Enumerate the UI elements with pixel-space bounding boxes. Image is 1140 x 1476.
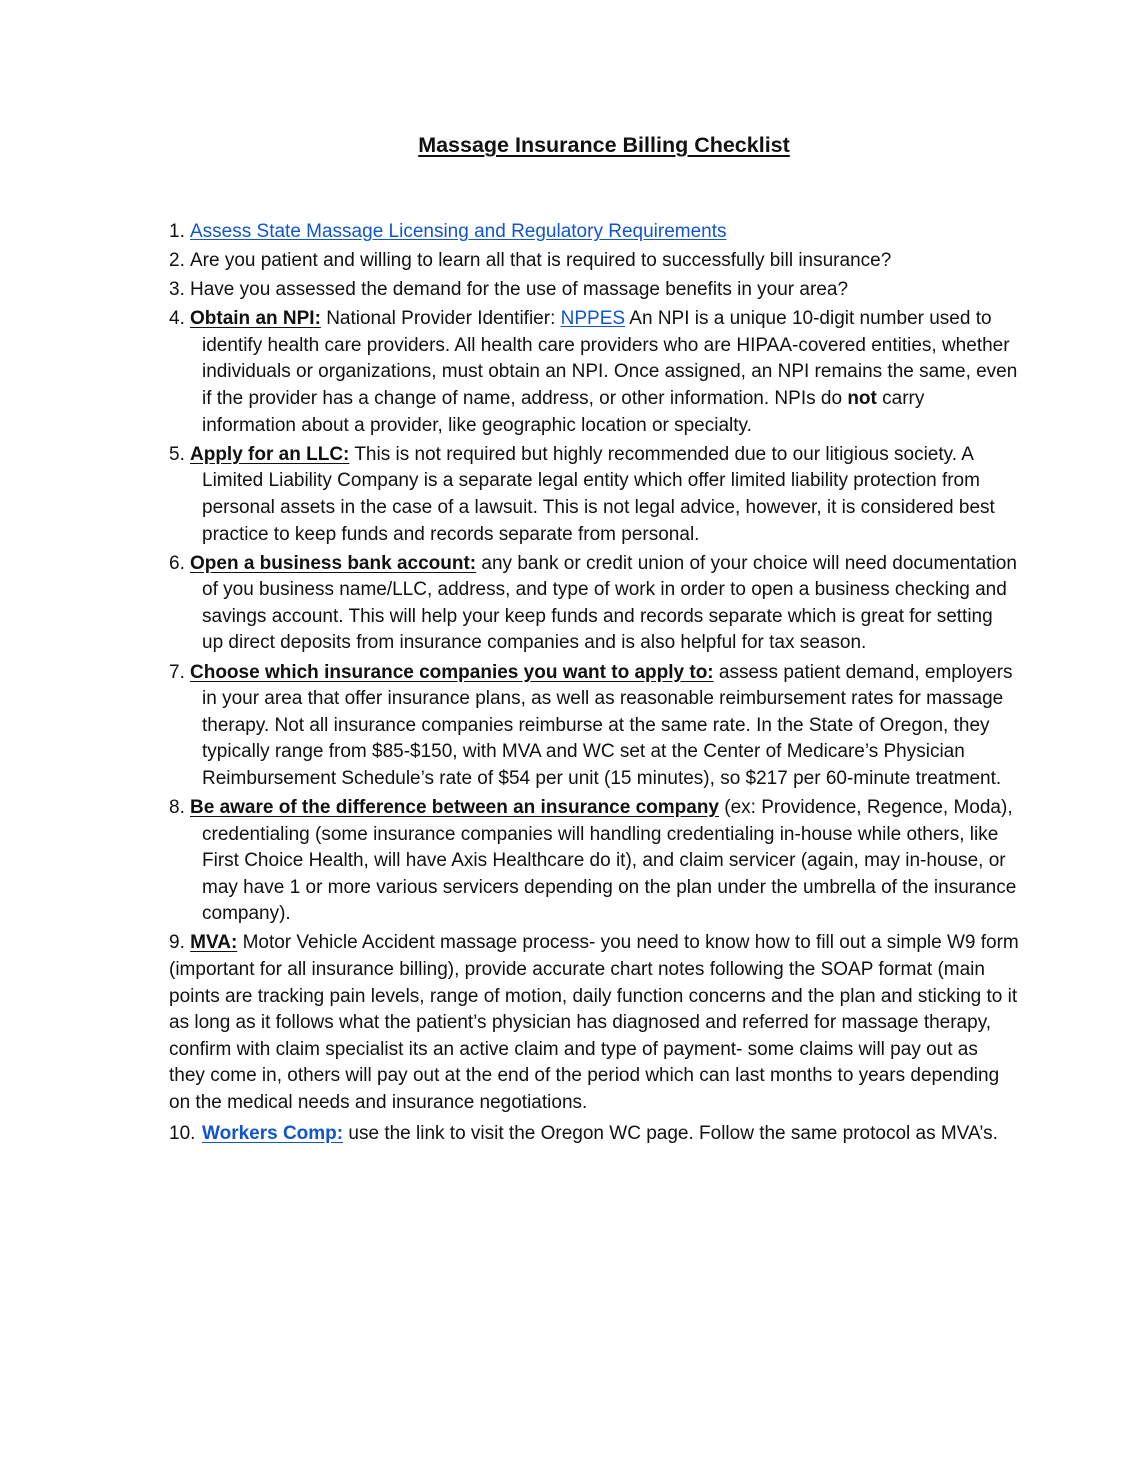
item-text: assess patient demand, employers in your area that offer insurance plans, as well as reasonable reimbursement rates for massage therapy. Not all insurance companies reimburse at the same rate. In the State of Oregon, they typically range from $85-$150, with MVA and WC set at the Center of Medicare’s Physician Reimbursement Schedule’s rate of $54 per unit (15 minutes), so $217 per 60-minute treatment. <box>202 661 1013 789</box>
item-text-continued: An NPI is a unique 10-digit number used to identify health care providers. All health care providers who are HIPAA-covered entities, whether individuals or organizations, must obtain an NPI. Once assigned, an NPI remains the same, even if the provider has a change of name, address, or other information. NPIs do <box>202 308 1018 410</box>
item-number: 5. <box>169 443 185 465</box>
item-number: 7. <box>169 661 185 683</box>
item-text: (ex: Providence, Regence, Moda), credentialing (some insurance companies will handling credentialing in-house while others, like First Choice Health, will have Axis Healthcare do it), and claim servicer (again, may in-house, or may have 1 or more various servicers depending on the plan under the umbrella of the insurance company). <box>202 796 1017 925</box>
item-number: 1. <box>169 221 185 242</box>
list-item-9 <box>169 930 1019 1116</box>
item-heading: Be aware of the difference between an insurance company <box>190 796 719 818</box>
item-heading: Obtain an NPI: <box>190 308 321 330</box>
item-number: 2. <box>169 250 185 272</box>
item-number: 4. <box>169 308 185 330</box>
item-number: 3. <box>169 279 185 301</box>
emphasis-text: not <box>847 388 877 410</box>
item-number: 9. <box>169 932 185 954</box>
item-text: Have you assessed the demand for the use of massage benefits in your area? <box>190 279 849 301</box>
page-title: Massage Insurance Billing Checklist <box>418 133 790 157</box>
item-number: 6. <box>169 552 185 574</box>
list-item-2 <box>169 248 1019 275</box>
item-text: Are you patient and willing to learn all that is required to successfully bill insurance? <box>190 250 892 272</box>
item-text: National Provider Identifier: <box>326 308 556 330</box>
item-number: 10. <box>169 1123 196 1145</box>
list-item-1 <box>169 219 1019 246</box>
list-item-8 <box>169 795 1019 928</box>
licensing-requirements-link[interactable]: Assess State Massage Licensing and Regulatory Requirements <box>190 221 727 242</box>
item-heading: Choose which insurance companies you want to apply to: <box>190 661 714 683</box>
item-text: Motor Vehicle Accident massage process- you need to know how to fill out a simple W9 form (important for all insurance billing), provide accurate chart notes following the SOAP format (main points are tracking pain levels, range of motion, daily function concerns and the plan and sticking to it as long as it follows what the patient’s physician has diagnosed and referred for massage therapy, confirm with claim specialist its an active claim and type of payment- some claims will pay out as they come in, others will pay out at the end of the period which can last months to years depending on the medical needs and insurance negotiations. <box>169 932 1019 1113</box>
list-item-7 <box>169 660 1019 793</box>
list-item-6 <box>169 551 1019 657</box>
item-text: any bank or credit union of your choice will need documentation of you business name/LLC, address, and type of work in order to open a business checking and savings account. This will help your keep funds and records separate which is great for setting up direct deposits from insurance companies and is also helpful for tax season. <box>202 552 1017 654</box>
item-text: This is not required but highly recommended due to our litigious society. A Limited Liability Company is a separate legal entity which offer limited liability protection from personal assets in the case of a lawsuit. This is not legal advice, however, it is considered best practice to keep funds and records separate from personal. <box>202 443 995 545</box>
item-text-end: carry information about a provider, like geographic location or specialty. <box>202 388 925 436</box>
nppes-link[interactable]: NPPES <box>560 308 626 330</box>
item-heading: MVA: <box>190 932 238 954</box>
list-item-5 <box>169 442 1019 548</box>
item-number: 8. <box>169 796 185 818</box>
list-item-4 <box>169 306 1019 439</box>
list-item-10 <box>169 1121 1019 1148</box>
item-heading: Open a business bank account: <box>190 552 477 574</box>
workers-comp-link[interactable]: Workers Comp: <box>202 1123 344 1145</box>
checklist <box>169 219 1019 1150</box>
list-item-3 <box>169 277 1019 304</box>
item-heading: Apply for an LLC: <box>190 443 350 465</box>
item-text: use the link to visit the Oregon WC page. Follow the same protocol as MVA’s. <box>348 1123 998 1145</box>
